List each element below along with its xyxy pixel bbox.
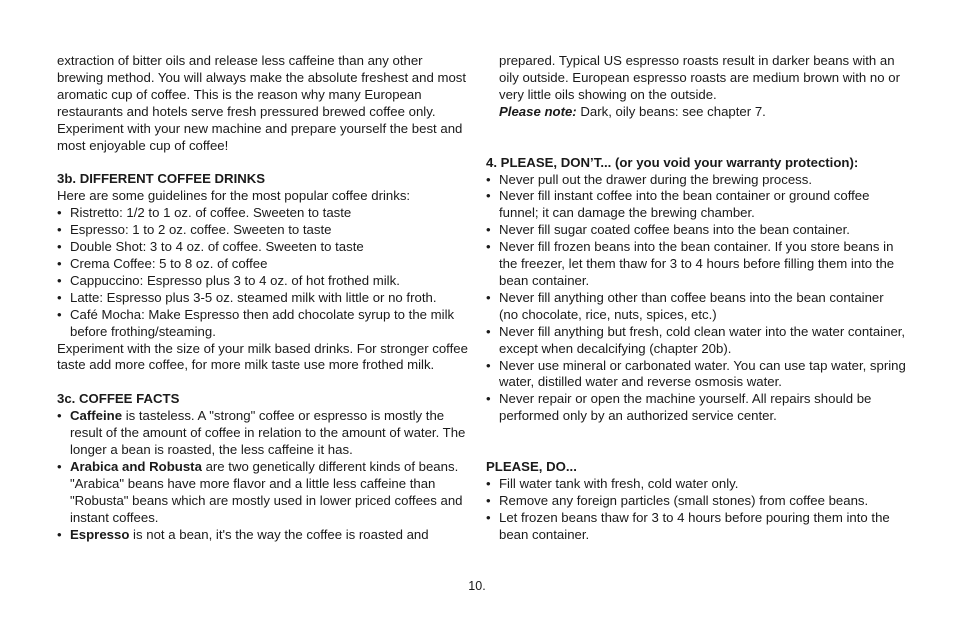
list-item: • Never fill anything but fresh, cold clean water into the water container, except when decalcifying (chapter 20b). — [486, 324, 906, 358]
drinks-heading: 3b. DIFFERENT COFFEE DRINKS — [57, 171, 266, 187]
list-item: • Never fill frozen beans into the bean container. If you store beans in the freezer, let them thaw for 3 to 4 hours before filling them into the bean container. — [486, 239, 906, 290]
list-item — [57, 459, 472, 527]
do-list — [486, 476, 906, 544]
fact-text: are two genetically different kinds of beans. "Arabica" beans have more flavor and a little less caffeine than "Robusta" beans which are mostly used in lower priced coffees and instant coffees. — [70, 458, 463, 525]
list-item: • Never repair or open the machine yourself. All repairs should be performed only by an authorized service center. — [486, 391, 906, 425]
fact-term: Espresso — [70, 526, 130, 542]
right-column — [486, 53, 906, 544]
list-item: • Never fill instant coffee into the bean container or ground coffee funnel; it can damage the brewing chamber. — [486, 188, 906, 222]
continued-paragraph: prepared. Typical US espresso roasts result in darker beans with an oily outside. European espresso roasts are medium brown with no or very little oils showing on the outside. — [499, 53, 900, 102]
list-item: • Fill water tank with fresh, cold water only. — [486, 476, 906, 493]
list-item: • Ristretto: 1/2 to 1 oz. of coffee. Sweeten to taste — [57, 205, 472, 222]
list-item: • Double Shot: 3 to 4 oz. of coffee. Sweeten to taste — [57, 239, 472, 256]
fact-text: is not a bean, it's the way the coffee is roasted and — [129, 526, 429, 542]
list-item: • Never pull out the drawer during the brewing process. — [486, 172, 906, 189]
fact-text: is tasteless. A "strong" coffee or espresso is mostly the result of the amount of coffee in relation to the amount of water. The longer a bean is roasted, the less caffeine it has. — [70, 408, 466, 458]
intro-paragraph: extraction of bitter oils and release less caffeine than any other brewing method. You will always make the absolute freshest and most aromatic cup of coffee. This is the reason why many European restaurants and hotels serve fresh pressured brewed coffee only. Experiment with your new machine and prepare yourself the best and most enjoyable cup of coffee! — [57, 53, 467, 153]
list-item: • Never use mineral or carbonated water. You can use tap water, spring water, distilled water and reverse osmosis water. — [486, 358, 906, 392]
dont-heading: 4. PLEASE, DON’T... (or you void your warranty protection): — [486, 154, 859, 170]
list-item: • Remove any foreign particles (small stones) from coffee beans. — [486, 493, 906, 510]
drinks-list — [57, 205, 472, 340]
dont-list — [486, 172, 906, 426]
facts-list — [57, 408, 472, 543]
list-item: • Espresso: 1 to 2 oz. coffee. Sweeten to taste — [57, 222, 472, 239]
list-item — [57, 527, 472, 544]
drinks-intro: Here are some guidelines for the most popular coffee drinks: — [57, 188, 411, 204]
note-text: Dark, oily beans: see chapter 7. — [576, 103, 766, 119]
facts-heading: 3c. COFFEE FACTS — [57, 391, 180, 407]
drinks-outro: Experiment with the size of your milk based drinks. For stronger coffee taste add more coffee, for more milk taste use more frothed milk. — [57, 340, 468, 373]
list-item: • Latte: Espresso plus 3-5 oz. steamed milk with little or no froth. — [57, 290, 472, 307]
list-item: • Never fill sugar coated coffee beans into the bean container. — [486, 222, 906, 239]
list-item: • Let frozen beans thaw for 3 to 4 hours before pouring them into the bean container. — [486, 510, 906, 544]
list-item: • Cappuccino: Espresso plus 3 to 4 oz. of hot frothed milk. — [57, 273, 472, 290]
list-item: • Crema Coffee: 5 to 8 oz. of coffee — [57, 256, 472, 273]
left-column — [57, 53, 472, 543]
list-item: • Café Mocha: Make Espresso then add chocolate syrup to the milk before frothing/steaming. — [57, 307, 472, 341]
note-label: Please note: — [499, 103, 577, 119]
do-heading: PLEASE, DO... — [486, 459, 577, 475]
list-item: • Never fill anything other than coffee beans into the bean container (no chocolate, rice, nuts, spices, etc.) — [486, 290, 906, 324]
fact-term: Caffeine — [70, 408, 123, 424]
list-item — [57, 408, 472, 459]
page-number: 10. — [468, 579, 486, 593]
fact-term: Arabica and Robusta — [70, 458, 202, 474]
note-paragraph — [486, 104, 906, 121]
